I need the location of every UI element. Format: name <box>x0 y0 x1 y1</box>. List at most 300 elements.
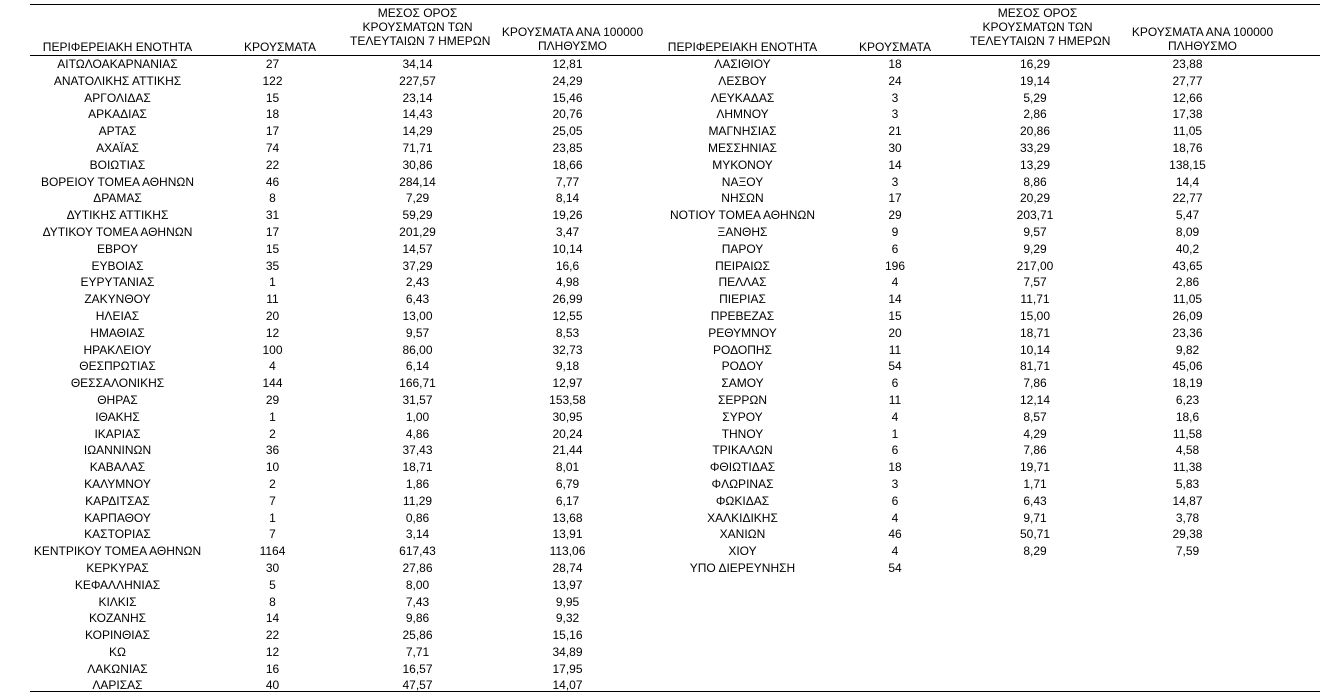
cases-cell: 10 <box>265 460 280 475</box>
table-row <box>655 140 1265 157</box>
avg7-cell: 18,71 <box>402 460 433 475</box>
cases-cell: 2 <box>269 426 276 441</box>
cases-cell: 36 <box>265 443 280 458</box>
table-row <box>655 73 1265 90</box>
cases-cell: 20 <box>265 308 280 323</box>
cases-cell: 35 <box>265 258 280 273</box>
table-row <box>655 291 1265 308</box>
cases-cell: 196 <box>884 258 906 273</box>
per100k-cell: 15,16 <box>552 628 583 643</box>
cases-cell: 21 <box>888 124 902 139</box>
region-cell: ΜΑΓΝΗΣΙΑΣ <box>708 124 777 139</box>
avg7-cell: 86,00 <box>402 342 433 357</box>
per100k-cell: 11,05 <box>1172 124 1203 139</box>
cases-cell: 22 <box>265 157 280 172</box>
per100k-cell: 18,6 <box>1175 409 1200 424</box>
region-cell: ΦΘΙΩΤΙΔΑΣ <box>709 460 776 475</box>
per100k-cell: 17,38 <box>1172 107 1203 122</box>
per100k-cell: 2,86 <box>1175 275 1200 290</box>
per100k-cell: 15,46 <box>552 90 583 105</box>
per100k-cell: 6,23 <box>1175 392 1200 407</box>
region-cell: ΚΟΖΑΝΗΣ <box>88 611 147 626</box>
region-cell: ΕΥΡΥΤΑΝΙΑΣ <box>80 275 155 290</box>
per100k-cell: 43,65 <box>1172 258 1203 273</box>
avg7-cell: 15,00 <box>1019 308 1051 323</box>
avg7-cell: 8,00 <box>405 577 430 592</box>
avg7-cell: 31,57 <box>402 392 433 407</box>
per100k-cell: 14,07 <box>552 678 583 693</box>
avg7-cell: 14,43 <box>402 107 433 122</box>
top-rule <box>30 4 1320 5</box>
table-row <box>30 140 640 157</box>
per100k-cell: 3,78 <box>1175 510 1200 525</box>
per100k-cell: 9,82 <box>1175 342 1200 357</box>
table-row <box>655 493 1265 510</box>
region-cell: ΠΡΕΒΕΖΑΣ <box>710 308 775 323</box>
table-row <box>30 644 640 661</box>
cases-cell: 27 <box>265 57 280 71</box>
avg7-cell: 37,43 <box>402 443 433 458</box>
per100k-cell: 8,01 <box>555 460 580 475</box>
per100k-cell: 18,76 <box>1172 140 1203 155</box>
cases-cell: 22 <box>265 628 280 643</box>
region-cell: ΚΑΒΑΛΑΣ <box>89 460 146 475</box>
per100k-cell: 13,68 <box>552 510 583 525</box>
cases-cell: 144 <box>262 376 283 391</box>
avg7-cell: 47,57 <box>402 678 433 693</box>
avg7-cell: 81,71 <box>1019 359 1051 374</box>
table-row <box>655 476 1265 493</box>
region-cell: ΕΒΡΟΥ <box>97 241 138 256</box>
table-row <box>30 426 640 443</box>
region-cell: ΙΘΑΚΗΣ <box>95 409 140 424</box>
region-cell: ΤΡΙΚΑΛΩΝ <box>712 443 773 458</box>
avg7-cell: 30,86 <box>402 157 433 172</box>
per100k-cell: 18,66 <box>552 157 583 172</box>
avg7-cell: 7,43 <box>405 594 430 609</box>
avg7-cell: 7,29 <box>405 191 430 206</box>
cases-cell: 3 <box>891 90 899 105</box>
avg7-cell: 20,29 <box>1019 191 1051 206</box>
region-cell: ΒΟΡΕΙΟΥ ΤΟΜΕΑ ΑΘΗΝΩΝ <box>40 174 195 189</box>
table-row <box>30 56 640 73</box>
table-row <box>30 258 640 275</box>
per100k-cell: 6,79 <box>555 476 580 491</box>
table-row <box>30 73 640 90</box>
region-cell: ΛΗΜΝΟΥ <box>716 107 769 122</box>
avg7-cell: 7,71 <box>405 644 430 659</box>
avg7-cell: 2,43 <box>405 275 430 290</box>
region-cell: ΘΗΡΑΣ <box>97 392 138 407</box>
table-row <box>30 308 640 325</box>
per100k-cell: 20,24 <box>552 426 583 441</box>
region-cell: ΠΙΕΡΙΑΣ <box>719 292 766 307</box>
avg7-cell: 11,29 <box>402 493 433 508</box>
region-cell: ΑΡΤΑΣ <box>98 124 137 139</box>
region-cell: ΚΑΡΠΑΘΟΥ <box>84 510 151 525</box>
avg7-cell: 33,29 <box>1019 140 1051 155</box>
region-cell: ΡΟΔΟΠΗΣ <box>713 342 772 357</box>
cases-cell: 11 <box>266 292 279 307</box>
cases-cell: 54 <box>888 359 902 374</box>
per100k-header-line2: ΠΛΗΘΥΣΜΟ <box>537 39 608 53</box>
table-row <box>655 526 1265 543</box>
avg7-cell: 8,57 <box>1023 409 1047 424</box>
table-row <box>30 90 640 107</box>
avg7-cell: 27,86 <box>402 560 433 575</box>
region-cell: ΑΙΤΩΛΟΑΚΑΡΝΑΝΙΑΣ <box>57 57 178 71</box>
avg7-cell: 16,57 <box>402 661 433 676</box>
table-row <box>30 291 640 308</box>
region-cell: ΝΑΞΟΥ <box>721 174 764 189</box>
region-cell: ΚΑΡΔΙΤΣΑΣ <box>85 493 150 508</box>
cases-cell: 15 <box>888 308 902 323</box>
avg-header-line1: ΜΕΣΟΣ ΟΡΟΣ <box>997 6 1078 20</box>
region-cell: ΚΕΡΚΥΡΑΣ <box>86 560 149 575</box>
table-row <box>30 190 640 207</box>
avg7-cell: 14,57 <box>402 241 433 256</box>
cases-cell: 4 <box>891 544 899 559</box>
cases-cell: 17 <box>265 124 280 139</box>
avg7-cell: 25,86 <box>402 628 433 643</box>
per100k-header-line1: ΚΡΟΥΣΜΑΤΑ ΑΝΑ 100000 <box>1131 25 1274 39</box>
per100k-cell: 5,47 <box>1175 208 1200 223</box>
table-row <box>30 409 640 426</box>
table-row <box>30 677 640 694</box>
per100k-cell: 32,73 <box>552 342 583 357</box>
per100k-cell: 7,77 <box>555 174 580 189</box>
per100k-cell: 18,19 <box>1172 376 1203 391</box>
cases-cell: 14 <box>888 292 902 307</box>
region-cell: ΣΕΡΡΩΝ <box>717 392 768 407</box>
per100k-cell: 14,4 <box>1175 174 1200 189</box>
table-row <box>655 392 1265 409</box>
per100k-cell: 4,98 <box>555 275 580 290</box>
per100k-cell <box>1110 560 1265 577</box>
cases-cell: 1164 <box>259 544 286 559</box>
avg7-cell: 217,00 <box>1016 258 1054 273</box>
region-cell: ΦΛΩΡΙΝΑΣ <box>711 476 774 491</box>
cases-cell: 11 <box>888 342 902 357</box>
per100k-cell: 12,55 <box>552 308 583 323</box>
per100k-cell: 7,59 <box>1175 544 1200 559</box>
region-cell: ΗΡΑΚΛΕΙΟΥ <box>83 342 152 357</box>
per100k-cell: 153,58 <box>549 392 586 407</box>
region-cell: ΛΕΣΒΟΥ <box>718 73 767 88</box>
table-row <box>30 274 640 291</box>
table-row <box>655 106 1265 123</box>
cases-cell: 2 <box>269 476 276 491</box>
cases-cell: 30 <box>888 140 902 155</box>
cases-cell: 6 <box>891 376 899 391</box>
per100k-cell: 8,14 <box>555 191 580 206</box>
table-row <box>655 342 1265 359</box>
per100k-cell: 8,53 <box>555 325 580 340</box>
region-cell: ΡΟΔΟΥ <box>721 359 764 374</box>
region-cell: ΝΗΣΩΝ <box>721 191 764 206</box>
region-column-header: ΠΕΡΙΦΕΡΕΙΑΚΗ ΕΝΟΤΗΤΑ <box>42 40 193 54</box>
table-row <box>30 157 640 174</box>
per100k-cell: 12,81 <box>552 57 583 71</box>
table-row <box>655 426 1265 443</box>
per100k-cell: 19,26 <box>552 208 583 223</box>
per100k-cell: 9,18 <box>555 359 580 374</box>
table-row <box>655 190 1265 207</box>
cases-cell: 3 <box>891 174 899 189</box>
region-cell: ΗΜΑΘΙΑΣ <box>90 325 145 340</box>
table-row <box>655 358 1265 375</box>
cases-cell: 6 <box>891 493 899 508</box>
cases-cell: 18 <box>888 57 902 71</box>
cases-cell: 4 <box>891 510 899 525</box>
left-table-body <box>30 56 640 694</box>
cases-cell: 14 <box>888 157 902 172</box>
table-row <box>30 358 640 375</box>
region-cell: ΛΕΥΚΑΔΑΣ <box>710 90 775 105</box>
table-row <box>655 241 1265 258</box>
per100k-header-line1: ΚΡΟΥΣΜΑΤΑ ΑΝΑ 100000 <box>501 25 644 39</box>
cases-cell: 12 <box>265 325 280 340</box>
avg7-cell: 8,29 <box>1023 544 1047 559</box>
table-row <box>655 459 1265 476</box>
cases-cell: 3 <box>891 476 899 491</box>
region-cell: ΚΩ <box>109 644 126 659</box>
per100k-cell: 12,66 <box>1172 90 1203 105</box>
per100k-cell: 9,95 <box>555 594 580 609</box>
cases-cell: 18 <box>888 460 902 475</box>
region-cell: ΚΑΛΥΜΝΟΥ <box>84 476 151 491</box>
per100k-cell: 138,15 <box>1169 157 1206 172</box>
per100k-cell: 11,05 <box>1172 292 1203 307</box>
per100k-cell: 34,89 <box>552 644 583 659</box>
avg7-cell: 9,57 <box>405 325 430 340</box>
region-cell: ΑΡΓΟΛΙΔΑΣ <box>84 90 151 105</box>
region-cell: ΞΑΝΘΗΣ <box>717 224 768 239</box>
avg7-cell: 7,57 <box>1023 275 1047 290</box>
per100k-cell: 17,95 <box>552 661 583 676</box>
region-column-header: ΠΕΡΙΦΕΡΕΙΑΚΗ ΕΝΟΤΗΤΑ <box>667 40 818 54</box>
cases-cell: 16 <box>265 661 280 676</box>
avg7-cell: 1,71 <box>1023 476 1047 491</box>
table-row <box>30 610 640 627</box>
region-cell: ΜΥΚΟΝΟΥ <box>712 157 773 172</box>
cases-cell: 17 <box>888 191 902 206</box>
region-cell: ΝΟΤΙΟΥ ΤΟΜΕΑ ΑΘΗΝΩΝ <box>669 208 816 223</box>
per100k-cell: 24,29 <box>552 73 583 88</box>
per100k-cell: 26,99 <box>552 292 583 307</box>
per100k-cell: 23,85 <box>552 140 583 155</box>
cases-cell: 6 <box>891 443 899 458</box>
cases-cell: 74 <box>265 140 280 155</box>
avg-column-header <box>970 6 1111 48</box>
per100k-header-line2: ΠΛΗΘΥΣΜΟ <box>1167 39 1238 53</box>
table-row <box>30 526 640 543</box>
avg-column-header <box>350 6 491 48</box>
per100k-cell: 11,38 <box>1172 460 1203 475</box>
table-row <box>655 207 1265 224</box>
table-row <box>655 442 1265 459</box>
avg7-cell: 6,43 <box>405 292 430 307</box>
per100k-cell: 40,2 <box>1175 241 1200 256</box>
cases-cell: 4 <box>269 359 276 374</box>
avg7-cell: 9,86 <box>405 611 430 626</box>
avg-header-line2: ΚΡΟΥΣΜΑΤΩΝ ΤΩΝ <box>362 20 473 34</box>
region-cell: ΑΧΑΪΑΣ <box>96 140 139 155</box>
table-row <box>30 493 640 510</box>
region-cell: ΣΑΜΟΥ <box>721 376 764 391</box>
avg-header-line3: ΤΕΛΕΥΤΑΙΩΝ 7 ΗΜΕΡΩΝ <box>350 34 491 48</box>
region-cell: ΛΑΣΙΘΙΟΥ <box>714 57 771 71</box>
region-cell: ΡΕΘΥΜΝΟΥ <box>708 325 777 340</box>
per100k-cell: 16,6 <box>555 258 580 273</box>
avg7-cell: 4,29 <box>1023 426 1047 441</box>
table-row <box>30 476 640 493</box>
table-row <box>30 123 640 140</box>
cases-cell: 46 <box>888 527 902 542</box>
region-cell: ΗΛΕΙΑΣ <box>95 308 140 323</box>
cases-cell: 24 <box>888 73 902 88</box>
cases-cell: 8 <box>269 191 276 206</box>
table-row <box>655 543 1265 560</box>
avg7-cell: 203,71 <box>1016 208 1054 223</box>
per100k-cell: 25,05 <box>552 124 583 139</box>
avg7-cell: 50,71 <box>1019 527 1051 542</box>
avg-header-line1: ΜΕΣΟΣ ΟΡΟΣ <box>377 6 458 20</box>
table-row <box>655 123 1265 140</box>
cases-cell: 29 <box>265 392 280 407</box>
cases-cell: 4 <box>891 409 899 424</box>
avg7-cell: 13,29 <box>1019 157 1051 172</box>
per100k-cell: 22,77 <box>1172 191 1203 206</box>
region-cell: ΜΕΣΣΗΝΙΑΣ <box>708 140 777 155</box>
table-row <box>655 174 1265 191</box>
avg7-cell: 5,29 <box>1023 90 1047 105</box>
region-cell: ΑΝΑΤΟΛΙΚΗΣ ΑΤΤΙΚΗΣ <box>53 73 182 88</box>
table-row <box>30 594 640 611</box>
cases-cell: 9 <box>891 224 899 239</box>
per100k-cell: 20,76 <box>552 107 583 122</box>
cases-cell: 15 <box>265 90 280 105</box>
table-row <box>655 90 1265 107</box>
table-row <box>655 375 1265 392</box>
table-row <box>30 543 640 560</box>
avg7-cell: 227,57 <box>399 73 436 88</box>
table-row <box>655 157 1265 174</box>
cases-cell: 30 <box>265 560 280 575</box>
table-row <box>655 274 1265 291</box>
cases-cell: 100 <box>262 342 283 357</box>
per100k-cell: 30,95 <box>552 409 583 424</box>
region-cell: ΧΙΟΥ <box>728 544 757 559</box>
table-row <box>655 308 1265 325</box>
cases-cell: 17 <box>265 224 280 239</box>
avg7-cell: 16,29 <box>1019 57 1051 71</box>
avg7-cell: 18,71 <box>1019 325 1051 340</box>
region-cell: ΙΚΑΡΙΑΣ <box>94 426 141 441</box>
region-cell: ΛΑΡΙΣΑΣ <box>92 678 143 693</box>
per100k-cell: 5,83 <box>1175 476 1200 491</box>
cases-cell: 3 <box>891 107 899 122</box>
region-cell: ΚΙΛΚΙΣ <box>98 594 137 609</box>
per100k-cell: 4,58 <box>1175 443 1200 458</box>
region-cell: ΖΑΚΥΝΘΟΥ <box>84 292 151 307</box>
avg7-cell: 1,00 <box>405 409 430 424</box>
cases-column-header: ΚΡΟΥΣΜΑΤΑ <box>244 40 316 54</box>
per100k-cell: 26,09 <box>1172 308 1203 323</box>
table-row <box>655 325 1265 342</box>
cases-cell: 11 <box>888 392 902 407</box>
avg7-cell: 7,86 <box>1023 376 1047 391</box>
cases-cell: 31 <box>265 208 280 223</box>
avg-header-line3: ΤΕΛΕΥΤΑΙΩΝ 7 ΗΜΕΡΩΝ <box>970 34 1111 48</box>
per100k-cell: 10,14 <box>552 241 583 256</box>
cases-column-header: ΚΡΟΥΣΜΑΤΑ <box>859 40 931 54</box>
avg7-cell: 617,43 <box>399 544 436 559</box>
avg7-cell: 6,14 <box>405 359 430 374</box>
avg7-cell: 7,86 <box>1023 443 1047 458</box>
per100k-cell: 9,32 <box>555 611 580 626</box>
cases-cell: 15 <box>265 241 280 256</box>
table-row <box>30 560 640 577</box>
cases-cell: 1 <box>269 275 276 290</box>
region-cell: ΔΥΤΙΚΗΣ ΑΤΤΙΚΗΣ <box>66 208 169 223</box>
table-row <box>655 258 1265 275</box>
cases-cell: 46 <box>265 174 280 189</box>
avg7-cell: 284,14 <box>399 174 436 189</box>
region-cell: ΘΕΣΣΑΛΟΝΙΚΗΣ <box>70 376 165 391</box>
per100k-cell: 3,47 <box>555 224 580 239</box>
region-cell: ΒΟΙΩΤΙΑΣ <box>89 157 146 172</box>
avg7-cell: 12,14 <box>1019 392 1051 407</box>
table-row <box>30 627 640 644</box>
region-cell: ΛΑΚΩΝΙΑΣ <box>87 661 148 676</box>
table-row <box>30 661 640 678</box>
avg7-cell: 0,86 <box>405 510 430 525</box>
per100k-cell: 113,06 <box>549 544 586 559</box>
avg7-cell: 201,29 <box>399 224 436 239</box>
region-cell: ΚΕΝΤΡΙΚΟΥ ΤΟΜΕΑ ΑΘΗΝΩΝ <box>33 544 202 559</box>
avg7-cell: 71,71 <box>402 140 433 155</box>
avg7-cell: 11,71 <box>1020 292 1050 307</box>
avg7-cell: 10,14 <box>1019 342 1051 357</box>
avg7-cell: 4,86 <box>405 426 430 441</box>
per100k-cell: 29,38 <box>1172 527 1203 542</box>
avg7-cell <box>960 560 1110 577</box>
per100k-column-header <box>1125 25 1280 53</box>
per100k-cell: 45,06 <box>1172 359 1203 374</box>
avg7-cell: 6,43 <box>1023 493 1047 508</box>
region-cell: ΑΡΚΑΔΙΑΣ <box>88 107 147 122</box>
table-row <box>655 409 1265 426</box>
table-row <box>30 224 640 241</box>
cases-cell: 4 <box>891 275 899 290</box>
per100k-cell: 6,17 <box>555 493 580 508</box>
avg7-cell: 166,71 <box>399 376 436 391</box>
avg7-cell: 1,86 <box>405 476 430 491</box>
right-table-body <box>655 56 1265 577</box>
region-cell: ΔΥΤΙΚΟΥ ΤΟΜΕΑ ΑΘΗΝΩΝ <box>42 224 193 239</box>
table-row <box>655 224 1265 241</box>
per100k-cell: 23,88 <box>1172 57 1203 71</box>
table-row <box>30 392 640 409</box>
region-cell: ΚΟΡΙΝΘΙΑΣ <box>84 628 151 643</box>
table-row <box>30 241 640 258</box>
region-cell: ΘΕΣΠΡΩΤΙΑΣ <box>79 359 156 374</box>
cases-cell: 18 <box>265 107 280 122</box>
cases-cell: 1 <box>269 510 276 525</box>
avg7-cell: 23,14 <box>402 90 433 105</box>
cases-cell: 7 <box>269 493 276 508</box>
